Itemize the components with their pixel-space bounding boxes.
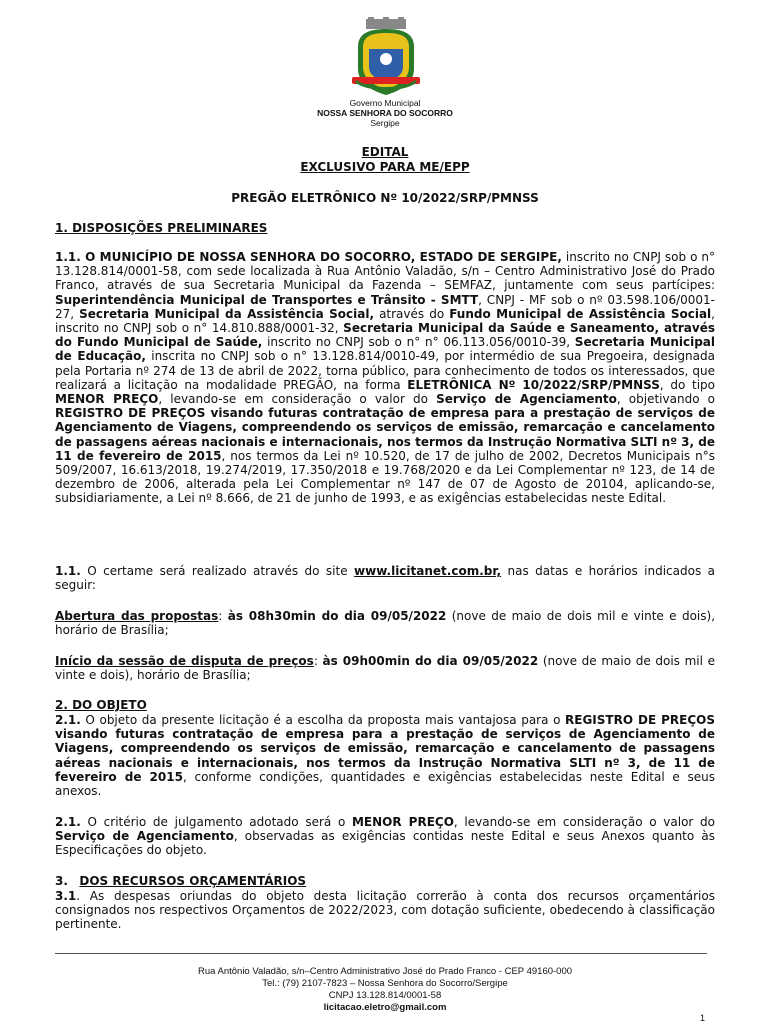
section-1-heading: 1. DISPOSIÇÕES PRELIMINARES [55,221,268,235]
text-run: , do tipo [659,377,716,392]
municipal-coat-of-arms [352,17,420,97]
text-run: O objeto da presente licitação é a escolha da proposta mais vantajosa para o [80,713,566,727]
text-run: O certame será realizado através do site [80,564,355,578]
page-number: 1 [700,1013,706,1023]
footer-cnpj: CNPJ 13.128.814/0001-58 [328,990,442,1001]
text-run: inscrito no CNPJ sob o n° 13.128.814/0001-58, com sede localizada à Rua Antônio Valadão, s/n – Centro Administrativo José do Prado Franco, através de sua Secretaria Municipal da Fazenda – SEMFAZ, juntamente com seus partícipes: [55,250,715,293]
text-run: Secretaria Municipal da Assistência Social, [79,306,375,321]
text-run: , observadas as exigências contidas neste Edital e seus Anexos quanto às Especificações do objeto. [55,829,715,858]
footer-address: Rua Antônio Valadão, s/n–Centro Administrativo José do Prado Franco - CEP 49160-000 [197,966,573,977]
footer-phone: Tel.: (79) 2107-7823 – Nossa Senhora do Socorro/Sergipe [262,978,508,989]
text-run: . As despesas oriundas do objeto desta licitação correrão à conta dos recursos orçamentários consignados nos respectivos Orçamentos de 2022/2023, com dotação suficiente, obedecendo à classificação pertinente. [55,889,715,932]
document-subtitle: EXCLUSIVO PARA ME/EPP [300,160,470,174]
footer-divider [55,953,707,954]
pregao-title: PREGÃO ELETRÔNICO Nº 10/2022/SRP/PMNSS [231,191,539,205]
text-run: às 08h30min do dia 09/05/2022 [227,609,447,623]
text-run: nas datas e horários indicados a seguir: [55,564,715,593]
text-run: MENOR PREÇO [55,392,159,407]
municipality-name: NOSSA SENHORA DO SOCORRO [317,108,453,118]
state-name: Sergipe [370,118,400,128]
document-title: EDITAL [361,145,409,159]
section-2-paragraph-1 [55,713,715,798]
text-run: , objetivando o [616,392,715,407]
text-run: Serviço de Agenciamento [436,392,617,407]
section-2-paragraph-2 [55,815,715,858]
government-label: Governo Municipal [349,98,421,108]
section-1-paragraph-3 [55,609,715,637]
text-run: (nove de maio de dois mil e vinte e dois), horário de Brasília; [55,609,716,638]
text-run: : [218,609,228,623]
section-1-paragraph-1 [55,250,715,506]
text-run: REGISTRO DE PREÇOS visando futuras contratação de empresa para a prestação de serviços de Agenciamento de Viagens, compreendendo os serviços de emissão, remarcação e cancelamento de passagens aéreas nacionais e internacionais, nos termos da Instrução Normativa SLTI nº 3, de 11 de fevereiro de 2015 [55,713,716,784]
text-run: , CNPJ - MF sob o nº 03.598.106/0001-27, [55,292,715,321]
text-run: 3.1 [55,889,77,903]
text-run: , levando-se em consideração o valor do [453,815,715,829]
text-run: , conforme condições, quantidades e exigências estabelecidas neste Edital e seus anexos. [55,769,715,799]
text-run: Secretaria Municipal da Saúde e Saneamento, através do Fundo Municipal de Saúde, [55,321,715,350]
section-1-paragraph-4 [55,654,715,682]
text-run: 2.1. [55,815,81,829]
text-run: (nove de maio de dois mil e vinte e dois), horário de Brasília; [55,654,716,683]
text-run: através do [374,306,450,321]
text-run: Abertura das propostas [55,609,219,623]
text-run: , nos termos da Lei nº 10.520, de 17 de julho de 2002, Decretos Municipais n°s 509/2007, 16.613/2018, 19.274/2019, 17.350/2018 e 19.768/2020 e da Lei Complementar nº 123, de 14 de dezembro de 2006, alterada pela Lei Complementar nº 147 de 07 de Agosto de 20104, aplicando-se, subsidiariamente, a Lei nº 8.666, de 21 de junho de 1993, e as exigências estabelecidas neste Edital. [55,448,715,506]
text-run: ELETRÔNICA Nº 10/2022/SRP/PMNSS [407,377,660,392]
text-run: inscrita no CNPJ sob o n° 13.128.814/0010-49, por intermédio de sua Pregoeira, designada pela Portaria nº 274 de 13 de abril de 2022, torna público, para conhecimento de todos os interessados, que realizará a licitação na modalidade PREGÃO, na forma [55,349,715,392]
text-run: Fundo Municipal de Assistência Social [449,306,712,321]
section-3-paragraph-1 [55,889,715,932]
text-run: 2.1. [55,713,81,727]
footer-email: licitacao.eletro@gmail.com [323,1002,447,1013]
text-run: MENOR PREÇO [351,815,454,829]
text-run: Serviço de Agenciamento [55,829,234,844]
text-run: Superintendência Municipal de Transportes e Trânsito - SMTT [55,292,479,307]
section-2-heading: 2. DO OBJETO [55,698,147,712]
text-run: Início da sessão de disputa de preços [55,654,314,668]
text-run: às 09h00min do dia 09/05/2022 [322,654,539,668]
text-run: O critério de julgamento adotado será o [80,815,352,829]
text-run: REGISTRO DE PREÇOS visando futuras contratação de empresa para a prestação de serviços de Agenciamento de Viagens, compreendendo os serviços de emissão, remarcação e cancelamento de passagens aéreas nacionais e internacionais, nos termos da Instrução Normativa SLTI nº 3, de 11 de fevereiro de 2015 [55,406,715,463]
text-run: www.licitanet.com.br, [354,564,502,578]
text-run: Secretaria Municipal de Educação, [55,335,716,364]
text-run: , inscrito no CNPJ sob o n° 14.810.888/0001-32, [55,306,715,336]
text-run: inscrito no CNPJ sob o n° n° 06.113.056/0010-39, [262,335,575,350]
text-run: : [313,654,323,668]
text-run: 1.1. [55,564,81,578]
section-1-paragraph-2 [55,564,715,592]
text-run: , levando-se em consideração o valor do [158,392,437,407]
section-3-heading: 3. DOS RECURSOS ORÇAMENTÁRIOS [55,874,307,888]
text-run: 1.1. O MUNICÍPIO DE NOSSA SENHORA DO SOCORRO, ESTADO DE SERGIPE, [55,250,562,264]
